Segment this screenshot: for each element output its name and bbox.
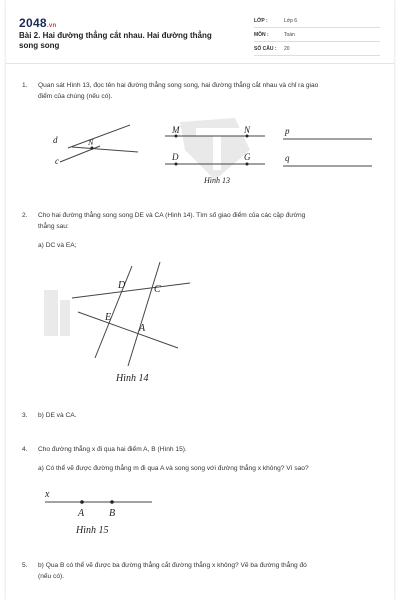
label-c: C (154, 284, 161, 295)
label-d: D (118, 280, 126, 291)
site-logo[interactable] (19, 16, 56, 30)
label-m: M (172, 125, 180, 135)
label-a: A (139, 323, 146, 334)
figure-15-caption: Hình 15 (76, 525, 109, 536)
line-ca (128, 262, 160, 366)
line-ea (78, 312, 178, 348)
question-number: 5. (22, 562, 28, 569)
question-text-line: b) Qua B có thể vẽ được ba đường thẳng cắt đường thẳng x không? Vẽ ba đường thẳng đó (38, 562, 307, 569)
label-g: G (244, 152, 251, 162)
label-x: x (45, 489, 50, 500)
label-b: B (109, 508, 116, 519)
point-d (175, 163, 178, 166)
question-2-text (38, 210, 383, 232)
meta-value-count: 20 (284, 46, 290, 52)
logo-suffix: .vn (46, 23, 57, 29)
question-text-line: Cho hai đường thẳng song song DE và CA (Hình 14). Tìm số giao điểm của các cặp đường (38, 212, 306, 219)
label-e: E (105, 312, 112, 323)
label-n2: N (244, 125, 251, 135)
point-b (110, 500, 114, 504)
logo-text: 2048 (19, 16, 47, 30)
meta-label-class: LỚP : (254, 18, 268, 24)
label-n: N (88, 138, 94, 147)
label-d: d (53, 135, 58, 145)
meta-divider (254, 55, 380, 56)
question-number: 4. (22, 446, 28, 453)
question-text-line: thẳng sau: (38, 223, 69, 230)
question-number: 1. (22, 82, 28, 89)
meta-value-class: Lớp 6 (284, 18, 298, 24)
line-d (68, 125, 130, 148)
meta-divider (254, 27, 380, 28)
meta-value-subject: Toán (284, 32, 295, 38)
question-text-line: Quan sát Hình 13, đọc tên hai đường thẳng song song, hai đường thẳng cắt nhau và chỉ ra giao (38, 82, 319, 89)
label-q: q (285, 153, 290, 163)
point-a (80, 500, 84, 504)
question-text-line: điểm của chúng (nếu có). (38, 93, 113, 100)
meta-divider (254, 41, 380, 42)
line-horizontal-left (72, 147, 138, 152)
question-2-sub: a) DC và EA; (38, 242, 77, 249)
meta-label-count: SỐ CÂU : (254, 46, 277, 52)
question-3-text: b) DE và CA. (38, 412, 77, 419)
figure-13 (0, 118, 400, 190)
point-g (246, 163, 249, 166)
page-title: Bài 2. Hai đường thẳng cắt nhau. Hai đường thẳng song song (19, 31, 212, 50)
watermark-graphic (44, 290, 70, 336)
figure-14 (0, 260, 400, 390)
label-a: A (78, 508, 85, 519)
label-p: p (285, 126, 290, 136)
question-number: 2. (22, 212, 28, 219)
label-c: c (55, 156, 59, 166)
header-divider (6, 63, 394, 64)
figure-14-caption: Hình 14 (116, 373, 149, 384)
meta-label-subject: MÔN : (254, 32, 269, 38)
figure-15 (0, 484, 400, 544)
figure-13-caption: Hình 13 (204, 176, 230, 185)
question-text-line: (nếu có). (38, 573, 65, 580)
question-5-text (38, 560, 383, 582)
label-d-point: D (172, 152, 179, 162)
line-dc (72, 283, 190, 298)
question-4-text: Cho đường thẳng x đi qua hai điểm A, B (Hình 15). (38, 446, 187, 453)
line-de (95, 266, 132, 358)
question-number: 3. (22, 412, 28, 419)
question-1-text (38, 80, 383, 102)
question-4-sub: a) Có thể vẽ được đường thẳng m đi qua A và song song với đường thẳng x không? Vì sao? (38, 465, 309, 472)
watermark-kite-graphic (180, 118, 250, 180)
